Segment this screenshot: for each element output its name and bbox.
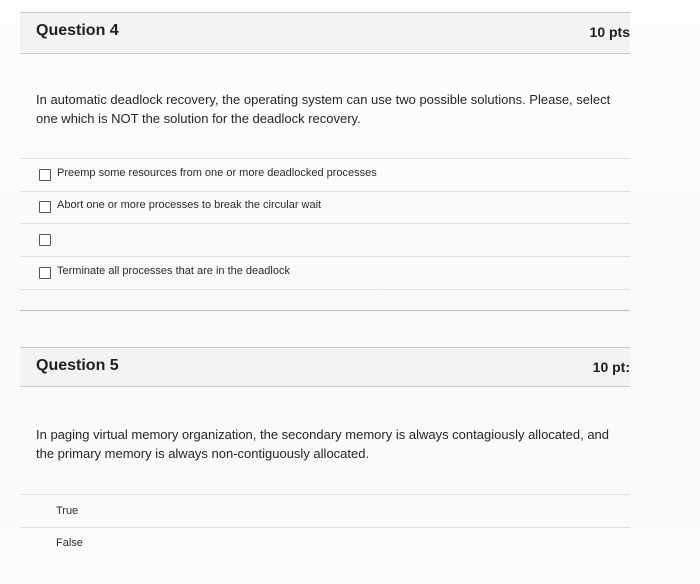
answer-option-1[interactable]	[20, 158, 630, 192]
answer-option-4[interactable]	[20, 257, 630, 290]
question-4-header	[20, 12, 630, 54]
question-5-header	[20, 347, 630, 387]
answer-option-label: False	[56, 537, 83, 549]
question-5-text: In paging virtual memory organization, the secondary memory is always contagiously allocated, and the primary memory is always non-contiguously allocated.	[36, 427, 610, 461]
checkbox[interactable]	[39, 234, 51, 246]
question-divider	[20, 310, 630, 311]
answer-option-label: Terminate all processes that are in the deadlock	[57, 265, 290, 277]
question-5-points: 10 pt:	[592, 359, 630, 375]
question-4-text: In automatic deadlock recovery, the operating system can use two possible solutions. Please, select one which is NOT the solution for the deadlock recovery.	[36, 92, 611, 126]
question-4-title: Question 4	[36, 22, 119, 39]
answer-option-label: Abort one or more processes to break the circular wait	[57, 199, 322, 211]
question-4-points: 10 pts	[589, 24, 630, 40]
checkbox[interactable]	[39, 169, 51, 181]
answer-option-2[interactable]	[20, 191, 630, 224]
answer-option-true[interactable]	[20, 494, 630, 528]
answer-option-3[interactable]	[20, 224, 630, 257]
checkbox[interactable]	[39, 201, 51, 213]
checkbox[interactable]	[39, 267, 51, 279]
answer-option-false[interactable]	[20, 527, 630, 559]
answer-option-label: True	[56, 505, 79, 517]
answer-option-label: Preemp some resources from one or more deadlocked processes	[57, 167, 377, 179]
question-5-title: Question 5	[36, 357, 119, 374]
